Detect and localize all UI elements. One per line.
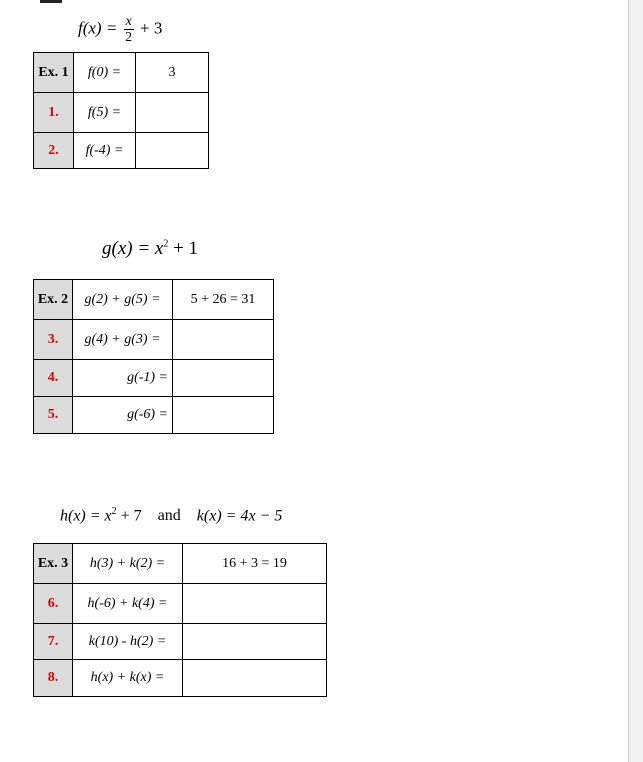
formula-h-k bbox=[60, 506, 282, 525]
row-question: g(2) + g(5) = bbox=[73, 280, 173, 320]
row-answer[interactable] bbox=[183, 584, 327, 624]
row-label: 4. bbox=[34, 360, 73, 397]
page-border bbox=[628, 0, 629, 762]
row-question: h(x) + k(x) = bbox=[73, 660, 183, 697]
row-label: 8. bbox=[34, 660, 73, 697]
row-answer[interactable]: 16 + 3 = 19 bbox=[183, 544, 327, 584]
formula-f-denominator: 2 bbox=[125, 30, 133, 45]
row-answer[interactable]: 3 bbox=[136, 53, 209, 93]
row-label: Ex. 2 bbox=[34, 280, 73, 320]
row-label: 3. bbox=[34, 320, 73, 360]
formula-f-lhs: f(x) = bbox=[78, 18, 122, 38]
formula-f bbox=[78, 14, 162, 45]
row-answer[interactable] bbox=[183, 624, 327, 660]
table-row bbox=[34, 397, 274, 434]
table-f bbox=[33, 52, 209, 169]
row-answer[interactable] bbox=[173, 360, 274, 397]
formula-f-fraction bbox=[124, 14, 134, 45]
row-label: 5. bbox=[34, 397, 73, 434]
row-label: 7. bbox=[34, 624, 73, 660]
row-answer[interactable] bbox=[183, 660, 327, 697]
cropped-heading-fragment bbox=[40, 0, 62, 3]
table-h-k bbox=[33, 543, 327, 697]
row-question: f(0) = bbox=[74, 53, 136, 93]
table-row bbox=[34, 360, 274, 397]
row-question: f(-4) = bbox=[74, 133, 136, 169]
formula-h-exponent: 2 bbox=[111, 506, 117, 517]
formula-h-lhs: h(x) = x bbox=[60, 507, 112, 525]
row-answer[interactable]: 5 + 26 = 31 bbox=[173, 280, 274, 320]
table-row bbox=[34, 93, 209, 133]
table-row bbox=[34, 280, 274, 320]
formula-f-rest: + 3 bbox=[135, 18, 163, 38]
table-row bbox=[34, 660, 327, 697]
row-question: h(3) + k(2) = bbox=[73, 544, 183, 584]
table-row bbox=[34, 133, 209, 169]
table-row bbox=[34, 624, 327, 660]
formula-g-lhs: g(x) = x bbox=[102, 238, 164, 259]
row-answer[interactable] bbox=[173, 397, 274, 434]
row-answer[interactable] bbox=[136, 93, 209, 133]
formula-k: k(x) = 4x − 5 bbox=[196, 507, 283, 525]
formula-g bbox=[102, 238, 198, 260]
formula-g-rest: + 1 bbox=[168, 238, 199, 259]
row-label: Ex. 3 bbox=[34, 544, 73, 584]
row-answer[interactable] bbox=[173, 320, 274, 360]
row-label: 6. bbox=[34, 584, 73, 624]
formula-f-numerator: x bbox=[125, 14, 132, 29]
row-question: f(5) = bbox=[74, 93, 136, 133]
table-row bbox=[34, 584, 327, 624]
formula-conjunction: and bbox=[157, 507, 181, 525]
row-answer[interactable] bbox=[136, 133, 209, 169]
formula-g-exponent: 2 bbox=[163, 238, 169, 250]
row-label: Ex. 1 bbox=[34, 53, 74, 93]
row-question: g(-1) = bbox=[73, 360, 173, 397]
table-g bbox=[33, 279, 274, 434]
table-row bbox=[34, 53, 209, 93]
row-question: h(-6) + k(4) = bbox=[73, 584, 183, 624]
table-row bbox=[34, 544, 327, 584]
row-label: 2. bbox=[34, 133, 74, 169]
row-question: g(-6) = bbox=[73, 397, 173, 434]
row-label: 1. bbox=[34, 93, 74, 133]
table-row bbox=[34, 320, 274, 360]
row-question: g(4) + g(3) = bbox=[73, 320, 173, 360]
row-question: k(10) - h(2) = bbox=[73, 624, 183, 660]
formula-h-rest: + 7 bbox=[116, 507, 142, 525]
